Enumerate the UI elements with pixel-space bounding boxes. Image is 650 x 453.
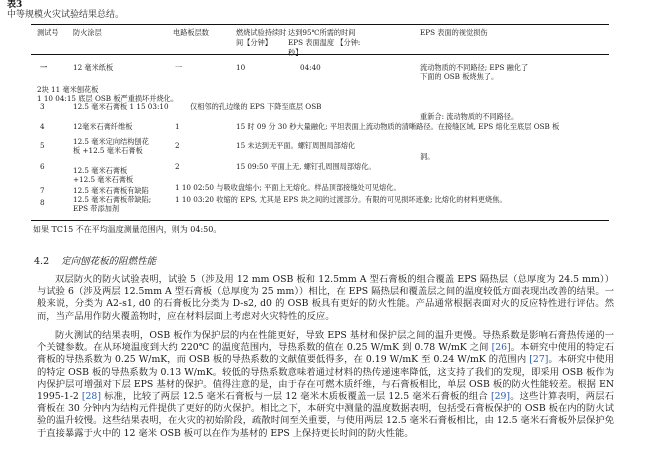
row4-protection: 12毫米石膏纤维板 (73, 122, 133, 131)
row5-detail: 15 未达到无平面。螺钉周围局部熔化 (236, 141, 356, 150)
citation-link[interactable]: [29] (490, 391, 511, 403)
header-burn-time: 燃烧试验持续时间【分钟】 (236, 28, 287, 47)
row1-observation: 流动物质的不同路径; EPS 融化了下面的 OSB 板烧焦了。 (420, 63, 529, 81)
citation-link[interactable]: [27] (529, 354, 549, 366)
row5-protection: 12.5 毫米定向结构刨花板 +12.5 毫米石膏板 (73, 137, 149, 155)
paragraph-text: 。这些计算表明，两层石膏板在 30 分钟内为结构元件提供了更好的防火保护。相比之下，本研究中测量的温度数据表明，包括受石膏板保护的 OSB 板在内的防火试验的温升较慢。这些结果表明，在火灾的初始阶段，疏散时间至关重要，与使用两层 12.5 毫米石膏板相比，由 12.5 毫米石膏板外层保护免于直接暴露于火中的 12 毫米 OSB 板可以在作为基材的 EPS 上保持更长时间的防火性能。 (37, 391, 614, 439)
row6-detail: 15 09:50 平面上无, 螺钉孔周围局部熔化。 (236, 162, 376, 171)
row1-no: 一 (40, 63, 48, 72)
section-title: 定向刨花板的阻燃性能 (61, 256, 157, 267)
table-caption: 表3 (7, 0, 23, 10)
row8-protection: 12.5 毫米石膏板带缺陷; EPS 带添加剂 (73, 195, 152, 213)
paragraph-text: 。本研究中使用的特定 OSB 板的导热系数为 0.13 W/mK。较低的导热系数意味着通过材料的热传递速率降低，这支持了我们的发现，即采用 OSB 板作为内保护层可增强对下层 EPS 基材的保护。值得注意的是，由于存在可燃木质纤维，与石膏板相比，单层 OSB 板的防火性能较差。根据 EN 1995-1-2 (37, 354, 614, 403)
table-top-rule (31, 24, 609, 25)
row5-layers: 2 (175, 141, 180, 150)
body-paragraph-1: 双层防火的防火试验表明，试验 5（涉及用 12 mm OSB 板和 12.5mm A 型石膏板的组合覆盖 EPS 隔热层（总厚度为 24.5 mm））与试验 6（涉及两层 12.5mm A 型石膏板（总厚度为 25 mm））相比，在 EPS 隔热层和覆盖层之间的温度较低方面表现出改善的结果。一般来说，分类为 A2-s1, d0 的石膏板比分类为 D-s2, d0 的 OSB 板具有更好的防火性能。产品通常根据表面对火的反应特性进行评估。然而，当产品用作防火覆盖物时，应在材料层面上考虑对火灾特性的反应。 (37, 274, 614, 322)
row3-protection: 12.5 毫米石膏板 1 15 03:10 (73, 102, 169, 111)
paragraph-text: 。本研究中使用的特定石膏板的导热系数为 0.25 W/mK，而 OSB 板的导热系数的文献值要低得多，在 0.19 W/mK 至 0.24 W/mK 的范围内 (37, 342, 614, 366)
row8-detail: 1 10 03:20 收缩的 EPS, 尤其是 EPS 块之间的过渡部分。有限的可见损坏迹象; 比熔化的材料更烧焦。 (175, 195, 507, 204)
row1-protection: 12 毫米纸板 (73, 63, 114, 72)
row1-reach: 04:40 (300, 63, 321, 72)
row6-layers: 2 (175, 162, 180, 171)
row1-layers: 一 (175, 63, 183, 72)
row3-no: 3 (40, 102, 45, 111)
row4-no: 4 (40, 122, 45, 131)
paragraph-text: 标准，比较了两层 12.5 毫米石膏板与一层 12 毫米木质板覆盖一层 12.5 毫米石膏板的组合 (100, 391, 491, 403)
row5-no: 5 (40, 141, 45, 150)
row6-no: 6 (40, 162, 45, 171)
body-paragraph-2 (37, 330, 614, 440)
row3-detail: 仅相邻的孔边缘的 EPS 下降至底层 OSB (190, 102, 322, 111)
header-protection: 防火涂层 (73, 28, 102, 37)
header-eps-observation: EPS 表面的视觉损伤 (420, 28, 488, 37)
header-reach95: 达到95℃所需的时间 EPS 表面温度 【分钟: 秒】 (288, 28, 361, 57)
row2-detail: 1 10 04:15 底层 OSB 板严重损坏并烧化。 (37, 94, 179, 103)
row1-time: 10 (236, 63, 246, 72)
row2-no: 2块 11 毫米刨花板 (37, 85, 99, 94)
header-test-no: 测试号 (37, 28, 59, 37)
row5-observation: 洞。 (420, 152, 435, 161)
paragraph-text: 防火测试的结果表明，OSB 板作为保护层的内在性能更好，导致 EPS 基材和保护层之间的温升更慢。导热系数是影响石膏热传递的一个关键参数。在从环境温度到大约 220℃ 的温度范围内，导热系数的值在 0.25 W/mK 到 0.78 W/mK 之间 (37, 330, 614, 354)
citation-link[interactable]: [28] (81, 391, 101, 403)
row7-detail: 1 10 02:50 与吸收盘缩小; 平面上无熔化。样品顶部接缝处可见熔化。 (175, 183, 401, 192)
table-footnote: 如果 TC15 不在平均温度测量范围内，则为 04:50。 (33, 225, 222, 234)
row4-detail: 15 时 09 分 30 秒大量融化; 平坦表面上流动物质的清晰路径。在接缝区域, EPS 熔化至底层 OSB 板 (236, 122, 560, 131)
row4-layers: 1 (175, 122, 180, 131)
row8-no: 8 (40, 198, 45, 207)
citation-link[interactable]: [26] (491, 342, 511, 354)
section-heading (34, 256, 156, 268)
header-panel-layers: 电路板层数 (173, 28, 209, 37)
table-subtitle: 中等规模火灾试验结果总结。 (7, 10, 125, 20)
row7-no: 7 (40, 186, 45, 195)
section-number: 4.2 (34, 256, 50, 267)
table-bottom-rule (31, 220, 609, 221)
row6-protection: 12.5 毫米石膏板 +12.5 毫米石膏板 (73, 166, 134, 184)
row3-observation: 重新合: 流动物质的不同路径。 (420, 112, 519, 121)
row7-protection: 12.5 毫米石膏板有缺陷 (73, 186, 149, 195)
